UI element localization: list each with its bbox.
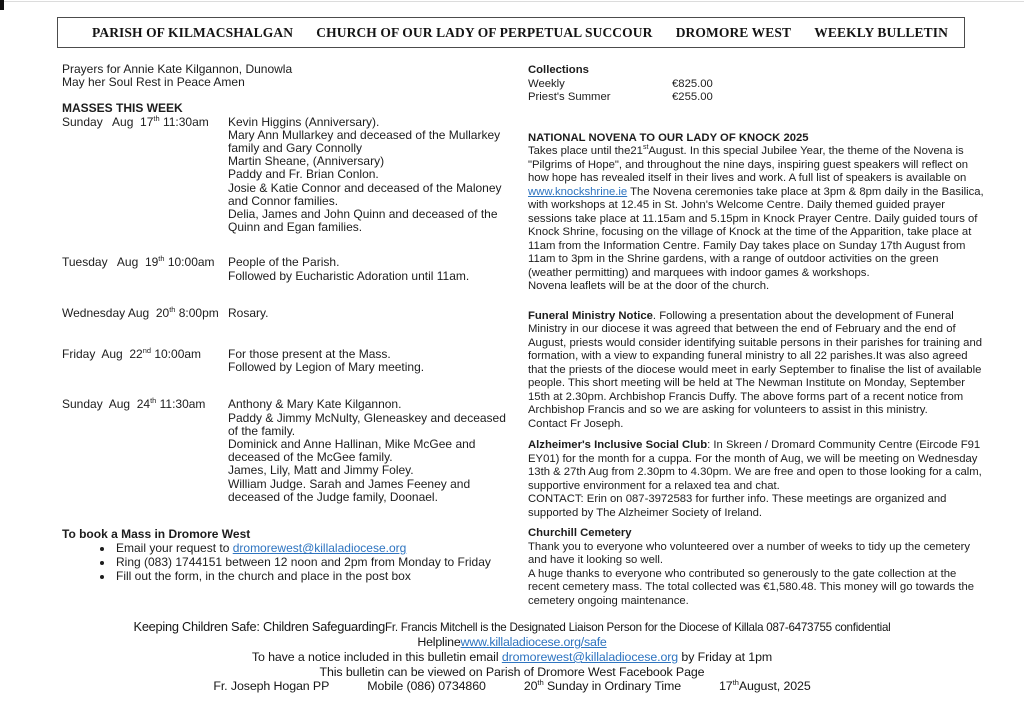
mass-intentions [228, 116, 508, 235]
mass-intention-line: Followed by Legion of Mary meeting. [228, 360, 425, 375]
collection-label: Weekly [528, 77, 565, 90]
collection-row [528, 91, 984, 105]
safeguarding-lead: Keeping Children Safe: Children Safeguarding [133, 619, 386, 634]
churchill-cemetery-heading: Churchill Cemetery [528, 527, 632, 539]
mass-intention-line: Paddy & Jimmy McNulty, Gleneaskey and deceased of the family. [228, 410, 506, 438]
mass-when: Tuesday Aug 19th 10:00am [62, 254, 215, 270]
mass-intention-line: Anthony & Mary Kate Kilgannon. [228, 397, 402, 412]
mass-intention-line: Josie & Katie Connor and deceased of the Maloney and Connor families. [228, 180, 502, 208]
book-mass-heading: To book a Mass in Dromore West [62, 527, 251, 542]
novena-leaflets-line: Novena leaflets will be at the door of the church. [528, 280, 770, 292]
churchill-cemetery-p2: A huge thanks to everyone who contributed so generously to the gate collection at the recent cemetery mass. The total collected was €1,580.48. This money will go towards the cemetery ongoing maintenance. [528, 567, 975, 607]
mass-row-friday-22 [62, 348, 508, 374]
novena-heading: NATIONAL NOVENA TO OUR LADY OF KNOCK 2025 [528, 131, 809, 144]
collection-amount: €825.00 [672, 77, 713, 90]
mass-when: Sunday Aug 17th 11:30am [62, 113, 209, 129]
mass-row-sunday-17 [62, 113, 508, 235]
mass-intentions [228, 256, 508, 282]
mass-intention-line: William Judge. Sarah and James Feeney and deceased of the Judge family, Doonael. [228, 476, 471, 504]
book-mass-item-form: • Fill out the form, in the church and place in the post box [114, 570, 508, 583]
mass-intention-line: Mary Ann Mullarkey and deceased of the Mullarkey family and Gary Connolly [228, 127, 501, 156]
mass-intention-line: Delia, James and John Quinn and deceased of the Quinn and Egan families. [228, 207, 498, 235]
right-column [528, 64, 984, 608]
masthead [57, 17, 965, 48]
mass-intention-line: Kevin Higgins (Anniversary). [228, 114, 380, 129]
novena-section [528, 132, 984, 294]
mass-intentions [228, 348, 508, 374]
churchill-cemetery-p1: Thank you to everyone who volunteered over a number of weeks to tidy up the cemetery and have it looking so well. [528, 540, 971, 566]
book-mass-item-phone: • Ring (083) 1744151 between 12 noon and 2pm from Monday to Friday [114, 556, 508, 569]
priest-date-line [0, 679, 1024, 694]
helpline-link[interactable]: www.killaladiocese.org/safe [460, 635, 607, 649]
knockshrine-link[interactable]: www.knockshrine.ie [528, 185, 628, 198]
funeral-ministry-contact: Contact Fr Joseph. [528, 417, 624, 430]
alzheimer-club-body: Alzheimer's Inclusive Social Club: In Skreen / Dromard Community Centre (Eircode F91 EY01) for the month for a cuppa. For the month of Aug, we will be meeting on Wednesday 13th & 27th Aug from 2.30pm to 4.30pm. We are free and open to those looking for a calm, supportive environment for a relaxed tea and chat. [528, 439, 982, 492]
liturgical-sunday: 20th Sunday in Ordinary Time [523, 677, 682, 693]
mass-row-sunday-24 [62, 398, 508, 504]
scan-edge-artifact [0, 1, 1024, 2]
mass-when: Friday Aug 22nd 10:00am [62, 346, 202, 362]
mass-intention-line: Dominick and Anne Hallinan, Mike McGee and deceased of the McGee family. [228, 437, 476, 465]
mass-intention-line: Rosary. [228, 305, 269, 320]
mass-intention-line: For those present at the Mass. [228, 347, 391, 362]
left-column [62, 63, 508, 583]
funeral-ministry-body: Funeral Ministry Notice. Following a presentation about the development of Funeral Ministry in our diocese it was agreed that between the end of February and the end of August, priests would consider identifying suitable persons in their parishes for training and formation, with a view to expanding funeral ministry to all 22 parishes.It was also agreed that the priests of the diocese would meet in early September to finalise the list of available people. This short meeting will be held at The Newman Institute on Monday, September 15th at 2.30pm. Archbishop Francis Duffy. The above forms part of a recent notice from Archbishop Francis and so we are asking for volunteers to assist in this ministry. [528, 309, 983, 416]
safeguarding-line [0, 619, 1024, 635]
mass-intention-line: Paddy and Fr. Brian Conlon. [228, 167, 379, 182]
mass-intention-line: James, Lily, Matt and Jimmy Foley. [228, 463, 414, 478]
masthead-church-name: CHURCH OF OUR LADY OF PERPETUAL SUCCOUR [316, 24, 653, 40]
collection-label: Priest's Summer [528, 91, 611, 103]
masthead-bulletin-label: WEEKLY BULLETIN [814, 24, 948, 40]
mass-row-wednesday-20 [62, 304, 508, 320]
prayers-line: Prayers for Annie Kate Kilgannon, Dunowla [62, 62, 293, 76]
mass-intention-line: Followed by Eucharistic Adoration until 11am. [228, 268, 470, 283]
helpline-label: Helpline [417, 635, 461, 649]
booking-email-link[interactable]: dromorewest@killaladiocese.org [232, 541, 407, 556]
funeral-ministry-heading: Funeral Ministry Notice [528, 309, 653, 322]
facebook-line: This bulletin can be viewed on Parish of Dromore West Facebook Page [319, 664, 705, 679]
churchill-cemetery-section [528, 527, 984, 608]
alzheimer-club-section [528, 439, 984, 520]
mass-intentions [228, 307, 508, 320]
bulletin-email-link[interactable]: dromorewest@killaladiocese.org [501, 650, 679, 664]
bulletin-date: 17thAugust, 2025 [719, 677, 811, 693]
mass-intention-line: People of the Parish. [228, 255, 340, 270]
collections-heading: Collections [528, 64, 589, 76]
mass-when: Sunday Aug 24th 11:30am [62, 396, 206, 412]
funeral-ministry-section [528, 310, 984, 432]
collection-row [528, 78, 984, 92]
mass-row-tuesday-19 [62, 256, 508, 282]
book-mass-item-email: • Email your request to dromorewest@killaladiocese.org [114, 542, 508, 555]
masses-heading: MASSES THIS WEEK [62, 101, 183, 116]
masthead-parish-name: PARISH OF KILMACSHALGAN [92, 24, 294, 40]
priest-name: Fr. Joseph Hogan PP [213, 679, 330, 693]
scan-corner-artifact [0, 0, 4, 10]
notice-line: To have a notice included in this bulletin email dromorewest@killaladiocese.org by Friday at 1pm [251, 650, 773, 664]
book-mass-list [62, 542, 508, 583]
helpline-line [0, 635, 1024, 650]
mass-when: Wednesday Aug 20th 8:00pm [62, 304, 219, 320]
footer [0, 619, 1024, 694]
priest-mobile: Mobile (086) 0734860 [367, 679, 486, 693]
mass-intentions [228, 398, 508, 504]
alzheimer-club-contact: CONTACT: Erin on 087-3972583 for further info. These meetings are organized and supported by The Alzheimer Society of Ireland. [528, 493, 947, 519]
collection-amount: €255.00 [672, 91, 713, 103]
mass-intention-line: Martin Sheane, (Anniversary) [228, 154, 385, 169]
collections-section [528, 64, 984, 105]
masthead-town-name: DROMORE WEST [675, 24, 792, 40]
alzheimer-club-heading: Alzheimer's Inclusive Social Club [528, 439, 708, 451]
novena-body: Takes place until the21stAugust. In this special Jubilee Year, the theme of the Novena is "Pilgrims of Hope", and throughout the nine days, inspiring guest speakers will reflect on how hope has revealed itself in their lives and work. A full list of speakers is available on www.knockshrine.ie The Novena ceremonies take place at 3pm & 8pm daily in the Basilica, with workshops at 12.45 in St. John's Welcome Centre. Daily themed guided prayer sessions take place at 11.15am and 5.15pm in Knock Prayer Centre. Daily guided tours of Knock Shrine, focusing on the village of Knock at the time of the Apparition, take place at 11am from the Information Centre. Family Day takes place on Sunday 17th August from 11am to 3pm in the Shrine gardens, with a range of outdoor activities on the green (weather permitting) and marquees with indoor games & workshops. [528, 144, 984, 279]
safeguarding-rest: Fr. Francis Mitchell is the Designated Liaison Person for the Diocese of Killala 087-6473755 confidential [385, 621, 891, 634]
prayers-line: May her Soul Rest in Peace Amen [62, 75, 245, 90]
